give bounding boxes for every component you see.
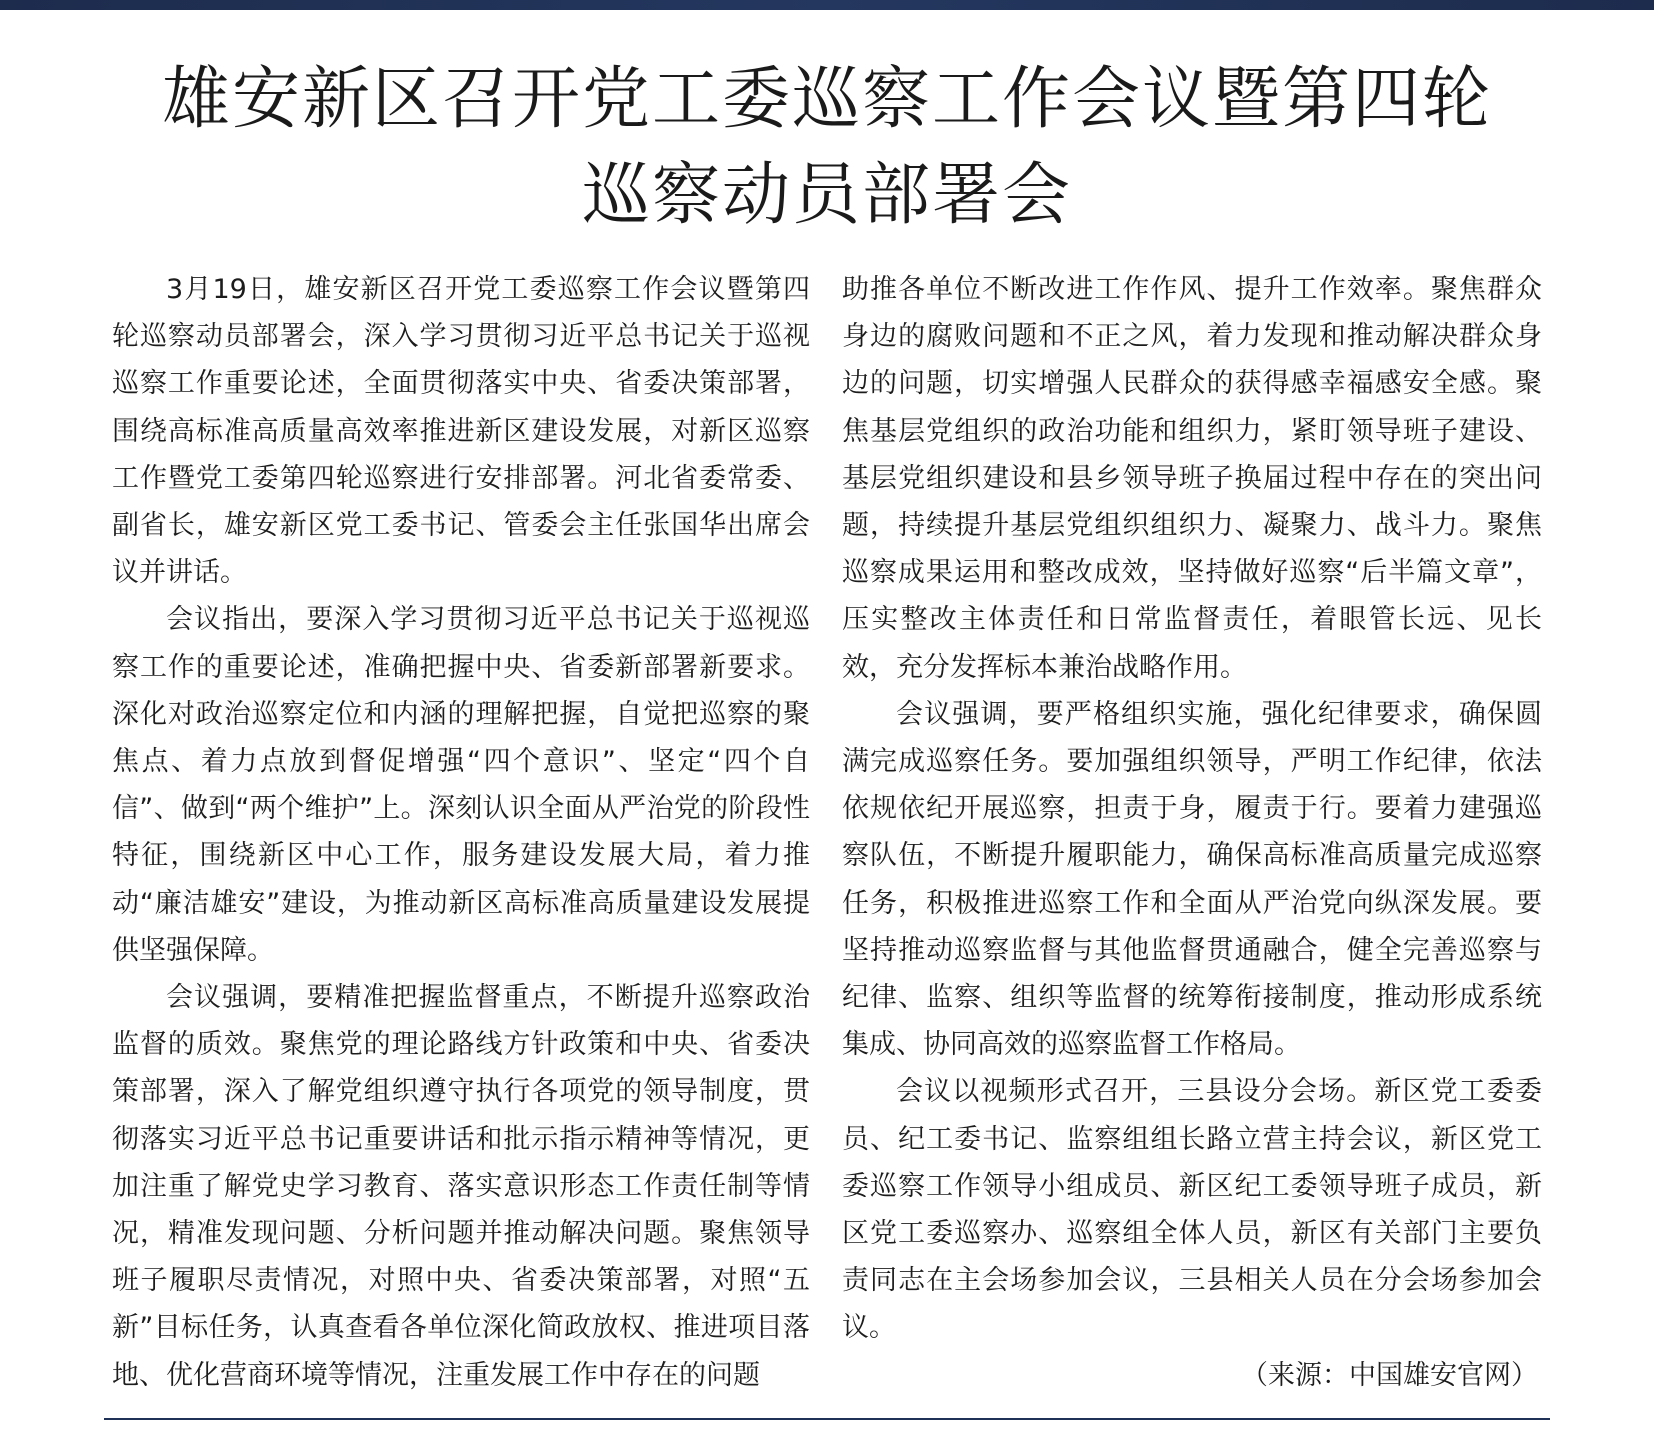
article-paragraph-3: 会议强调，要精准把握监督重点，不断提升巡察政治监督的质效。聚焦党的理论路线方针政策和中央、省委决策部署，深入了解党组织遵守执行各项党的领导制度，贯彻落实习近平总书记重要讲话和批示指示精神等情况，更加注重了解党史学习教育、落实意识形态工作责任制等情况，精准发现问题、分析问题并推动解决问题。聚焦领导班子履职尽责情况，对照中央、省委决策部署，对照“五新”目标任务，认真查看各单位深化简政放权、推进项目落地、优化营商环境等情况，注重发展工作中存在的问题 (112, 982, 810, 1391)
article-title-line-1: 雄安新区召开党工委巡察工作会议暨第四轮 (161, 60, 1492, 139)
article-title (110, 52, 1544, 244)
article-source: （来源：中国雄安官网） (1241, 1359, 1538, 1391)
article-paragraph-1: 3月19日，雄安新区召开党工委巡察工作会议暨第四轮巡察动员部署会，深入学习贯彻习近平总书记关于巡视巡察工作重要论述，全面贯彻落实中央、省委决策部署，围绕高标准高质量高效率推进新区建设发展，对新区巡察工作暨党工委第四轮巡察进行安排部署。河北省委常委、副省长，雄安新区党工委书记、管委会主任张国华出席会议并讲话。 (112, 274, 810, 589)
article-paragraph-5: 会议以视频形式召开，三县设分会场。新区党工委委员、纪工委书记、监察组组长路立营主持会议，新区党工委巡察工作领导小组成员、新区纪工委领导班子成员，新区党工委巡察办、巡察组全体人员，新区有关部门主要负责同志在主会场参加会议，三县相关人员在分会场参加会议。 (842, 1076, 1542, 1344)
article-paragraph-3-continued: 助推各单位不断改进工作作风、提升工作效率。聚焦群众身边的腐败问题和不正之风，着力发现和推动解决群众身边的问题，切实增强人民群众的获得感幸福感安全感。聚焦基层党组织的政治功能和组织力，紧盯领导班子建设、基层党组织建设和县乡领导班子换届过程中存在的突出问题，持续提升基层党组织组织力、凝聚力、战斗力。聚焦巡察成果运用和整改成效，坚持做好巡察“后半篇文章”，压实整改主体责任和日常监督责任，着眼管长远、见长效，充分发挥标本兼治战略作用。 (842, 274, 1542, 683)
article-paragraph-4: 会议强调，要严格组织实施，强化纪律要求，确保圆满完成巡察任务。要加强组织领导，严明工作纪律，依法依规依纪开展巡察，担责于身，履责于行。要着力建强巡察队伍，不断提升履职能力，确保高标准高质量完成巡察任务，积极推进巡察工作和全面从严治党向纵深发展。要坚持推动巡察监督与其他监督贯通融合，健全完善巡察与纪律、监察、组织等监督的统筹衔接制度，推动形成系统集成、协同高效的巡察监督工作格局。 (842, 698, 1542, 1061)
article-right-column (842, 266, 1542, 1399)
article-title-line-2: 巡察动员部署会 (581, 156, 1072, 235)
top-banner-bar (0, 0, 1654, 10)
article-left-column (112, 266, 810, 1399)
bottom-divider (104, 1418, 1550, 1420)
article-paragraph-2: 会议指出，要深入学习贯彻习近平总书记关于巡视巡察工作的重要论述，准确把握中央、省委新部署新要求。深化对政治巡察定位和内涵的理解把握，自觉把巡察的聚焦点、着力点放到督促增强“四个意识”、坚定“四个自信”、做到“两个维护”上。深刻认识全面从严治党的阶段性特征，围绕新区中心工作，服务建设发展大局，着力推动“廉洁雄安”建设，为推动新区高标准高质量建设发展提供坚强保障。 (112, 604, 810, 966)
